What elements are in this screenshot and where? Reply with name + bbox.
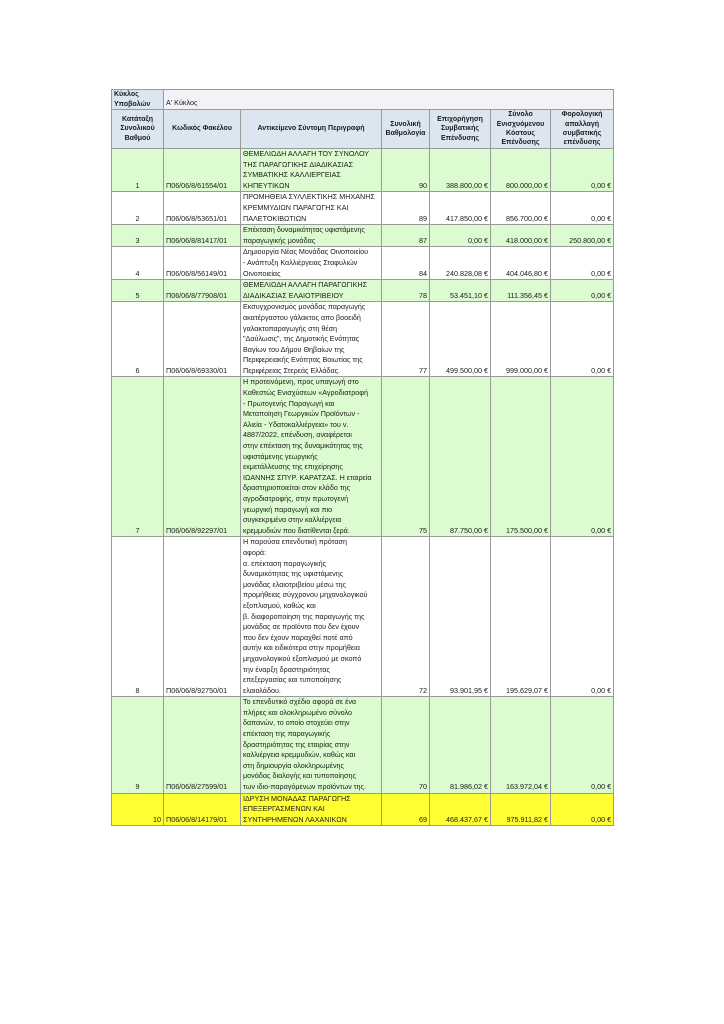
tax-text: 0,00 € xyxy=(591,365,612,375)
code-text: Π06/06/8/53651/01 xyxy=(166,213,228,223)
tax-cell xyxy=(551,793,614,826)
tax-text: 0,00 € xyxy=(591,268,612,278)
tax-text: 0,00 € xyxy=(591,180,612,190)
description-cell xyxy=(241,247,382,280)
score-text: 72 xyxy=(419,685,427,695)
cost-text: 404.046,80 € xyxy=(506,268,548,278)
tax-cell xyxy=(551,302,614,377)
rank-text: 9 xyxy=(135,782,140,792)
description-cell xyxy=(241,280,382,302)
cost-cell xyxy=(491,793,551,826)
code-cell xyxy=(164,302,241,377)
rank-cell xyxy=(112,225,164,247)
score-cell xyxy=(382,302,430,377)
description-cell xyxy=(241,302,382,377)
ranking-table xyxy=(111,89,614,826)
description-text: ΘΕΜΕΛΙΩΔΗ ΑΛΛΑΓΗ ΤΟΥ ΣΥΝΟΛΟΥ ΤΗΣ ΠΑΡΑΓΩΓΙΚΗΣ ΔΙΑΔΙΚΑΣΙΑΣ ΣΥΜΒΑΤΙΚΗΣ ΚΑΛΛΙΕΡΓΕΙΑΣ ΚΗΠΕΥΤΙΚΩΝ xyxy=(243,149,370,190)
description-cell xyxy=(241,192,382,225)
code-text: Π06/06/8/92297/01 xyxy=(166,525,228,535)
code-cell xyxy=(164,192,241,225)
rank-text: 2 xyxy=(135,213,140,223)
col-header-tax: Φορολογική απαλλαγή συμβατικής επένδυσης xyxy=(551,110,614,149)
rank-text: 5 xyxy=(135,290,140,300)
description-text: Το επενδυτικό σχέδιο αφορά σε ένα πλήρες και ολοκληρωμένο σύνολο δαπανών, το οποίο στοχεύει στην επέκταση της παραγωγικής δραστηριότητας της εταιρίας στην καλλιέργεια κρεμμυδιών, καθώς και στη δημιουργία ολοκληρωμένης μονάδας διαλογής και τυποποίησης των ιδιο-παραγόμενων προϊόντων της. xyxy=(243,697,366,792)
cost-cell xyxy=(491,192,551,225)
tax-text: 0,00 € xyxy=(591,814,612,824)
description-text: Η παρούσα επενδυτική πρόταση αφορά: α. επέκταση παραγωγικής δυναμικότητας της υφιστάμενης μονάδας ελαιοτριβείου μέσω της προμήθειας σύγχρονου μηχανολογικού εξοπλισμού, καθώς και β. διαφοροποίηση της παραγωγής της μονάδας σε προϊόντα που δεν έχουν που δεν έχουν παραχθεί ποτέ από αυτήν και ειδικότερα στην προμήθεια μηχανολογικού εξοπλισμού με σκοπό την έναρξη δραστηριότητας επεξεργασίας και τυποποίησης ελαιολάδου. xyxy=(243,537,368,695)
description-text: Επέκταση δυναμικότητας υφιστάμενης παραγωγικής μονάδας xyxy=(243,225,365,245)
cost-text: 999.000,00 € xyxy=(506,365,548,375)
cycle-label: Κύκλος Υποβολών xyxy=(112,90,164,110)
tax-cell xyxy=(551,280,614,302)
tax-cell xyxy=(551,149,614,192)
code-text: Π06/06/8/27599/01 xyxy=(166,782,228,792)
rank-text: 6 xyxy=(135,365,140,375)
rank-text: 3 xyxy=(135,235,140,245)
score-cell xyxy=(382,697,430,793)
grant-cell xyxy=(430,537,491,697)
score-cell xyxy=(382,377,430,537)
rank-cell xyxy=(112,793,164,826)
grant-text: 388.800,00 € xyxy=(446,180,488,190)
table-row xyxy=(112,377,614,537)
rank-text: 8 xyxy=(135,685,140,695)
score-text: 90 xyxy=(419,180,427,190)
cycle-value: Α' Κύκλος xyxy=(164,90,614,110)
grant-text: 53.451,10 € xyxy=(450,290,488,300)
score-text: 87 xyxy=(419,235,427,245)
table-row xyxy=(112,697,614,793)
description-text: ΙΔΡΥΣΗ ΜΟΝΑΔΑΣ ΠΑΡΑΓΩΓΗΣ ΕΠΕΞΕΡΓΑΣΜΕΝΩΝ ΚΑΙ ΣΥΝΤΗΡΗΜΕΝΩΝ ΛΑΧΑΝΙΚΩΝ xyxy=(243,793,351,824)
table-row xyxy=(112,793,614,826)
code-text: Π06/06/8/92750/01 xyxy=(166,685,228,695)
table-row xyxy=(112,537,614,697)
code-text: Π06/06/8/14179/01 xyxy=(166,814,228,824)
code-text: Π06/06/8/81417/01 xyxy=(166,235,228,245)
description-text: ΘΕΜΕΛΙΩΔΗ ΑΛΛΑΓΗ ΠΑΡΑΓΩΓΙΚΗΣ ΔΙΑΔΙΚΑΣΙΑΣ ΕΛΑΙΟΤΡΙΒΕΙΟΥ xyxy=(243,280,368,300)
tax-text: 0,00 € xyxy=(591,782,612,792)
rank-cell xyxy=(112,697,164,793)
grant-text: 87.750,00 € xyxy=(450,525,488,535)
score-text: 78 xyxy=(419,290,427,300)
tax-text: 0,00 € xyxy=(591,290,612,300)
score-text: 75 xyxy=(419,525,427,535)
cost-cell xyxy=(491,302,551,377)
cost-cell xyxy=(491,537,551,697)
table-row xyxy=(112,302,614,377)
rank-text: 7 xyxy=(135,525,140,535)
description-cell xyxy=(241,697,382,793)
rank-text: 4 xyxy=(135,268,140,278)
grant-cell xyxy=(430,247,491,280)
description-text: Η προτεινόμενη, προς υπαγωγή στο Καθεστώς Ενισχύσεων «Αγροδιατροφή - Πρωτογενής Παραγωγή και Μεταποίηση Γεωργικών Προϊόντων - Αλιεία - Υδατοκαλλιέργεια» του ν. 4887/2022, επένδυση, αναφέρεται στην επέκταση της δυναμικότητας της υφιστάμενης γεωργικής εκμετάλλευσης της επιχείρησης ΙΩΑΝΝΗΣ ΣΠΥΡ. ΚΑΡΑΤΖΑΣ. Η εταιρεία δραστηριοποιείται στον κλάδο της αγροδιατροφής, στην πρωτογενή γεωργική παραγωγή και πιο συγκεκριμένα στην καλλιέργεια κρεμμυδιών που διατίθενται ξερά. xyxy=(243,377,372,535)
cost-text: 418.000,00 € xyxy=(506,235,548,245)
table-row xyxy=(112,280,614,302)
code-cell xyxy=(164,697,241,793)
tax-text: 0,00 € xyxy=(591,213,612,223)
description-cell xyxy=(241,793,382,826)
description-text: ΠΡΟΜΗΘΕΙΑ ΣΥΛΛΕΚΤΙΚΗΣ ΜΗΧΑΝΗΣ ΚΡΕΜΜΥΔΙΩΝ ΠΑΡΑΓΩΓΗΣ ΚΑΙ ΠΑΛΕΤΟΚΙΒΩΤΙΩΝ xyxy=(243,192,375,223)
code-cell xyxy=(164,280,241,302)
col-header-grant: Επιχορήγηση Συμβατικής Επένδυσης xyxy=(430,110,491,149)
description-cell xyxy=(241,225,382,247)
grant-cell xyxy=(430,149,491,192)
code-text: Π06/06/8/69330/01 xyxy=(166,365,228,375)
grant-cell xyxy=(430,302,491,377)
code-cell xyxy=(164,793,241,826)
grant-text: 240.828,08 € xyxy=(446,268,488,278)
tax-cell xyxy=(551,377,614,537)
grant-text: 81.986,02 € xyxy=(450,782,488,792)
cost-cell xyxy=(491,697,551,793)
tax-cell xyxy=(551,192,614,225)
description-text: Εκσυγχρονισμός μονάδας παραγωγής ακατέργαστου γάλακτος απο βοοειδή γαλακτοπαραγωγής στη θέση "Δαύλωσις", της Δημοτικής Ενότητας Βαγίων του Δήμου Θηβαίων της Περιφερειακής Ενότητας Βοιωτίας της Περιφέρειας Στερεάς Ελλάδας. xyxy=(243,302,366,375)
rank-cell xyxy=(112,377,164,537)
col-header-rank: Κατάταξη Συνολικού Βαθμού xyxy=(112,110,164,149)
tax-text: 250.800,00 € xyxy=(569,235,612,245)
description-cell xyxy=(241,149,382,192)
rank-text: 10 xyxy=(153,814,161,824)
rank-cell xyxy=(112,247,164,280)
cost-text: 175.500,00 € xyxy=(506,525,548,535)
tax-text: 0,00 € xyxy=(591,685,612,695)
cost-text: 856.700,00 € xyxy=(506,213,548,223)
grant-text: 417.850,00 € xyxy=(446,213,488,223)
code-text: Π06/06/8/61554/01 xyxy=(166,180,228,190)
rank-cell xyxy=(112,149,164,192)
table-row xyxy=(112,225,614,247)
results-sheet xyxy=(111,89,613,826)
code-cell xyxy=(164,537,241,697)
column-header-row xyxy=(112,110,614,149)
rank-cell xyxy=(112,302,164,377)
tax-cell xyxy=(551,697,614,793)
score-cell xyxy=(382,537,430,697)
code-cell xyxy=(164,247,241,280)
score-cell xyxy=(382,225,430,247)
rank-cell xyxy=(112,537,164,697)
grant-cell xyxy=(430,697,491,793)
cost-text: 800.000,00 € xyxy=(506,180,548,190)
code-text: Π06/06/8/56149/01 xyxy=(166,268,228,278)
rank-text: 1 xyxy=(135,180,140,190)
score-text: 89 xyxy=(419,213,427,223)
cost-cell xyxy=(491,149,551,192)
grant-text: 93.901,95 € xyxy=(450,685,488,695)
score-text: 77 xyxy=(419,365,427,375)
score-text: 69 xyxy=(419,814,427,824)
col-header-description: Αντικείμενο Σύντομη Περιγραφή xyxy=(241,110,382,149)
tax-cell xyxy=(551,247,614,280)
col-header-code: Κωδικός Φακέλου xyxy=(164,110,241,149)
grant-cell xyxy=(430,192,491,225)
cost-text: 111.356,45 € xyxy=(507,290,548,300)
cost-cell xyxy=(491,377,551,537)
cost-cell xyxy=(491,225,551,247)
tax-text: 0,00 € xyxy=(591,525,612,535)
code-cell xyxy=(164,225,241,247)
description-cell xyxy=(241,377,382,537)
cost-text: 163.972,04 € xyxy=(506,782,548,792)
rank-cell xyxy=(112,280,164,302)
table-row xyxy=(112,192,614,225)
score-cell xyxy=(382,149,430,192)
rank-cell xyxy=(112,192,164,225)
grant-cell xyxy=(430,225,491,247)
cost-text: 975.911,82 € xyxy=(506,814,548,824)
cost-cell xyxy=(491,280,551,302)
cycle-row xyxy=(112,90,614,110)
score-cell xyxy=(382,793,430,826)
score-cell xyxy=(382,280,430,302)
tax-cell xyxy=(551,225,614,247)
score-cell xyxy=(382,192,430,225)
grant-text: 499.500,00 € xyxy=(446,365,488,375)
grant-cell xyxy=(430,280,491,302)
cost-cell xyxy=(491,247,551,280)
table-row xyxy=(112,247,614,280)
code-cell xyxy=(164,377,241,537)
grant-cell xyxy=(430,793,491,826)
score-text: 70 xyxy=(419,782,427,792)
col-header-score: Συνολική Βαθμολογία xyxy=(382,110,430,149)
code-text: Π06/06/8/77908/01 xyxy=(166,290,228,300)
col-header-cost: Σύνολο Ενισχυόμενου Κόστους Επένδυσης xyxy=(491,110,551,149)
grant-cell xyxy=(430,377,491,537)
description-cell xyxy=(241,537,382,697)
description-text: Δημιουργία Νέας Μονάδας Οινοποιείου - Ανάπτυξη Καλλιέργειας Σταφυλιών Οινοποιείας xyxy=(243,247,369,278)
grant-text: 468.437,67 € xyxy=(446,814,488,824)
code-cell xyxy=(164,149,241,192)
table-row xyxy=(112,149,614,192)
tax-cell xyxy=(551,537,614,697)
score-cell xyxy=(382,247,430,280)
cost-text: 195.629,07 € xyxy=(506,685,548,695)
score-text: 84 xyxy=(419,268,427,278)
grant-text: 0,00 € xyxy=(468,235,488,245)
